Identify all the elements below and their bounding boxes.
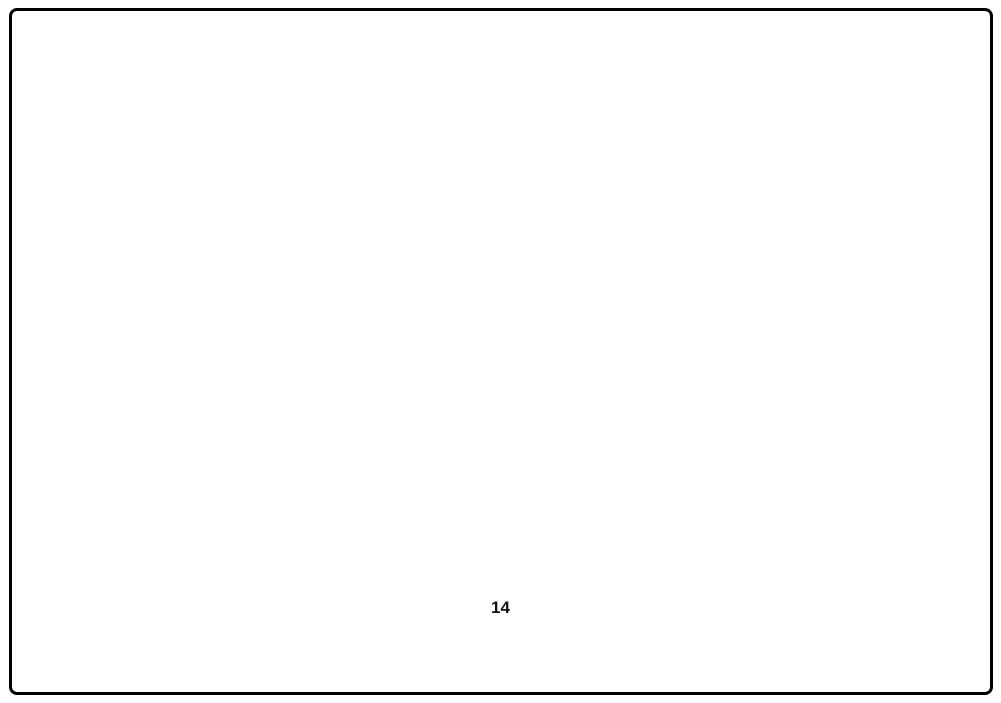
page-number: 14 [491,598,510,617]
book-page-border [9,8,993,695]
